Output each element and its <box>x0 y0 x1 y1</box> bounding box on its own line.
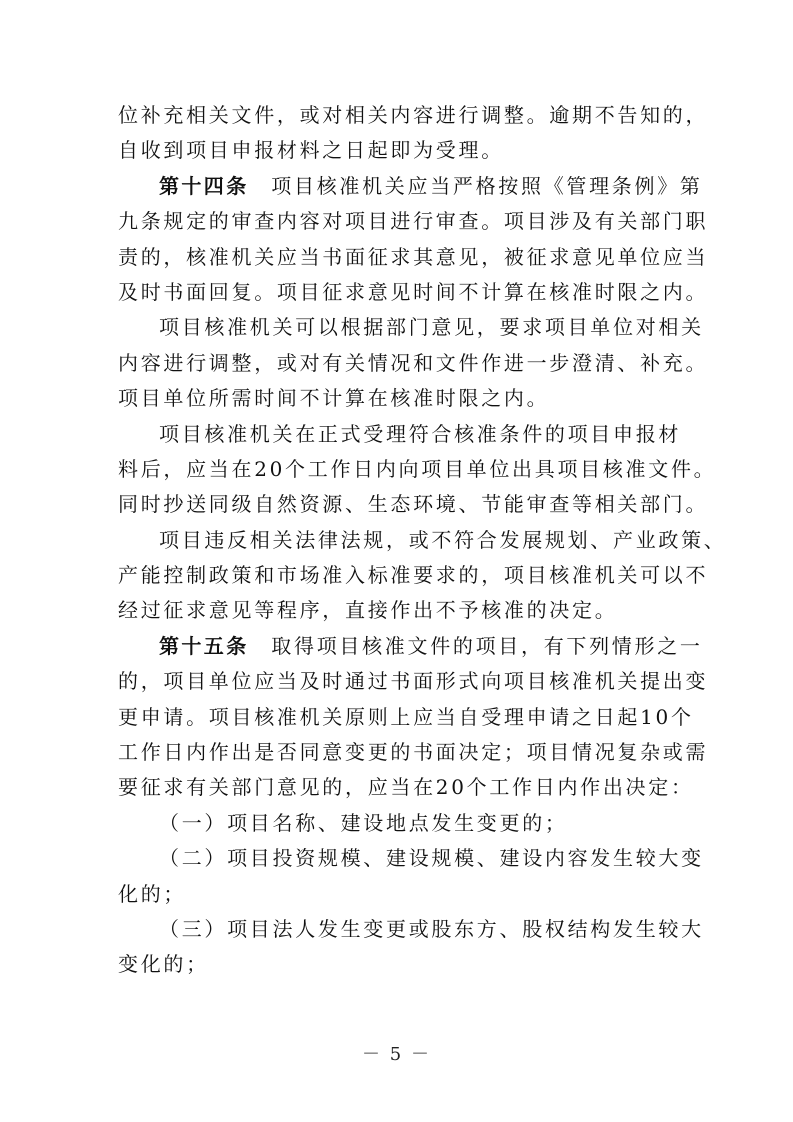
text-line-17: 的，项目单位应当及时通过书面形式向项目核准机关提出变 <box>118 669 709 694</box>
text-line-8: 内容进行调整，或对有关情况和文件作进一步澄清、补充。 <box>118 350 709 375</box>
text-line-12: 同时抄送同级自然资源、生态环境、节能审查等相关部门。 <box>118 492 709 517</box>
text-line-9: 项目单位所需时间不计算在核准时限之内。 <box>118 386 550 411</box>
article-15-heading-line: 第十五条 取得项目核准文件的项目，有下列情形之一 <box>159 633 703 658</box>
list-item-1: （一）项目名称、建设地点发生变更的； <box>159 810 568 835</box>
text-line-6: 及时书面回复。项目征求意见时间不计算在核准时限之内。 <box>118 279 709 304</box>
article-14-heading-line: 第十四条 项目核准机关应当严格按照《管理条例》第 <box>159 173 703 198</box>
article-14-label: 第十四条 <box>159 173 249 198</box>
list-item-2-continued: 化的； <box>118 881 187 906</box>
text-line-20: 要征求有关部门意见的，应当在20个工作日内作出决定： <box>118 775 694 800</box>
text-line-4: 九条规定的审查内容对项目进行审查。项目涉及有关部门职 <box>118 209 709 234</box>
body-text <box>118 98 727 983</box>
text-line-14: 产能控制政策和市场准入标准要求的，项目核准机关可以不 <box>118 563 709 588</box>
list-item-3-continued: 变化的； <box>118 952 209 977</box>
list-item-2: （二）项目投资规模、建设规模、建设内容发生较大变 <box>159 846 704 871</box>
text-line-7: 项目核准机关可以根据部门意见，要求项目单位对相关 <box>159 315 704 340</box>
text-line-15: 经过征求意见等程序，直接作出不予核准的决定。 <box>118 598 618 623</box>
text-line-18: 更申请。项目核准机关原则上应当自受理申请之日起10个 <box>118 704 694 729</box>
text-line-2: 自收到项目申报材料之日起即为受理。 <box>118 138 504 163</box>
text-line-5: 责的，核准机关应当书面征求其意见，被征求意见单位应当 <box>118 244 709 269</box>
article-15-label: 第十五条 <box>159 633 249 658</box>
text-line-19: 工作日内作出是否同意变更的书面决定；项目情况复杂或需 <box>118 740 709 765</box>
page-number: － 5 － <box>362 1044 431 1065</box>
text-line-11: 料后，应当在20个工作日内向项目单位出具项目核准文件。 <box>118 456 717 481</box>
text-line-10: 项目核准机关在正式受理符合核准条件的项目申报材 <box>159 421 682 446</box>
text-line-13: 项目违反相关法律法规，或不符合发展规划、产业政策、 <box>159 527 727 552</box>
list-item-3: （三）项目法人发生变更或股东方、股权结构发生较大 <box>159 916 704 941</box>
text-line-1: 位补充相关文件，或对相关内容进行调整。逾期不告知的， <box>118 103 709 127</box>
